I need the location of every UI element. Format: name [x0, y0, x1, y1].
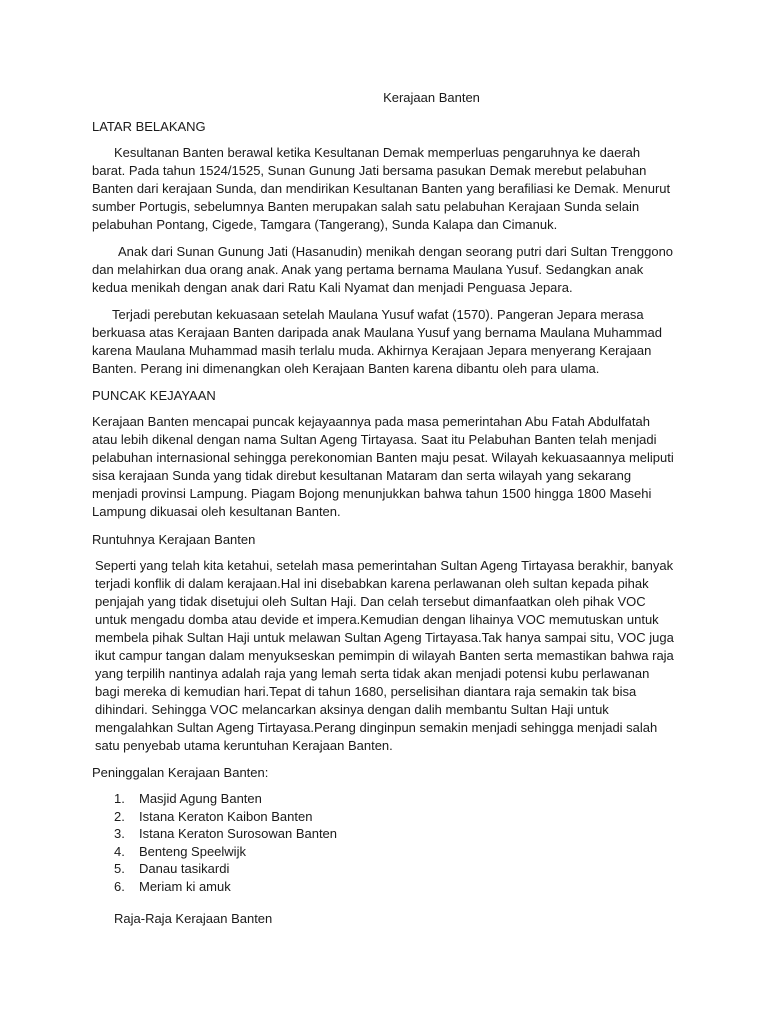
list-item — [114, 843, 676, 861]
paragraph-runtuhnya-1: Seperti yang telah kita ketahui, setelah masa pemerintahan Sultan Ageng Tirtayasa berakhir, banyak terjadi konflik di dalam kerajaan.Hal ini disebabkan karena perlawanan oleh sultan kepada pihak penjajah yang tidak disetujui oleh Sultan Haji. Dan celah tersebut dimanfaatkan oleh pihak VOC untuk mengadu domba atau devide et impera.Kemudian dengan lihainya VOC memutuskan untuk membela pihak Sultan Haji untuk melawan Sultan Ageng Tirtayasa.Tak hanya sampai situ, VOC juga ikut campur tangan dalam menyukseskan pemimpin di wilayah Banten serta memastikan bahwa raja yang terpilih nantinya adalah raja yang lemah serta tidak akan menjadi potensi kubu perlawanan bagi mereka di kemudian hari.Tepat di tahun 1680, perselisihan diantara raja semakin tak bisa dihindari. Sehingga VOC melancarkan aksinya dengan dalih membantu Sultan Haji untuk mengalahkan Sultan Ageng Tirtayasa.Perang dinginpun semakin menjadi sehingga menjadi salah satu penyebab utama keruntuhan Kerajaan Banten. — [95, 558, 674, 753]
peninggalan-list — [92, 790, 676, 896]
list-item-label: Benteng Speelwijk — [139, 843, 246, 859]
paragraph-latar-3: Terjadi perebutan kekuasaan setelah Maulana Yusuf wafat (1570). Pangeran Jepara merasa berkuasa atas Kerajaan Banten daripada anak Maulana Yusuf yang bernama Maulana Muhammad karena Maulana Muhammad masih terlalu muda. Akhirnya Kerajaan Jepara menyerang Kerajaan Banten. Perang ini dimenangkan oleh Kerajaan Banten karena dibantu oleh para ulama. — [92, 307, 662, 376]
heading-latar-belakang: LATAR BELAKANG — [92, 119, 206, 134]
list-item-number: 6. — [114, 878, 125, 894]
list-item — [114, 860, 676, 878]
list-item — [114, 825, 676, 843]
list-item-number: 3. — [114, 826, 125, 842]
list-item-number: 1. — [114, 791, 125, 806]
list-item — [114, 790, 676, 808]
list-item-label: Meriam ki amuk — [139, 878, 231, 894]
list-item-label: Danau tasikardi — [139, 861, 230, 877]
heading-raja-raja: Raja-Raja Kerajaan Banten — [114, 910, 273, 926]
list-item-label: Istana Keraton Kaibon Banten — [139, 808, 313, 824]
heading-runtuhnya: Runtuhnya Kerajaan Banten — [92, 532, 256, 547]
document-title: Kerajaan Banten — [383, 90, 480, 105]
list-item-number: 5. — [114, 861, 125, 877]
list-item — [114, 878, 676, 896]
heading-puncak-kejayaan: PUNCAK KEJAYAAN — [92, 388, 216, 403]
list-item-label: Istana Keraton Surosowan Banten — [139, 826, 338, 842]
list-item-number: 4. — [114, 843, 125, 859]
paragraph-latar-2: Anak dari Sunan Gunung Jati (Hasanudin) menikah dengan seorang putri dari Sultan Trenggono dan melahirkan dua orang anak. Anak yang pertama bernama Maulana Yusuf. Sedangkan anak kedua menikah dengan anak dari Ratu Kali Nyamat dan menjadi Penguasa Jepara. — [92, 244, 674, 295]
list-item — [114, 808, 676, 826]
paragraph-puncak-1: Kerajaan Banten mencapai puncak kejayaannya pada masa pemerintahan Abu Fatah Abdulfatah atau lebih dikenal dengan nama Sultan Ageng Tirtayasa. Saat itu Pelabuhan Banten telah menjadi pelabuhan internasional sehingga perekonomian Banten maju pesat. Wilayah kekuasaannya meliputi sisa kerajaan Sunda yang tidak direbut kesultanan Mataram dan serta wilayah yang sekarang menjadi provinsi Lampung. Piagam Bojong menunjukkan bahwa tahun 1500 hingga 1800 Masehi Lampung dikuasai oleh kesultanan Banten. — [92, 414, 674, 519]
list-item-label: Masjid Agung Banten — [139, 791, 262, 806]
heading-peninggalan: Peninggalan Kerajaan Banten: — [92, 765, 269, 780]
paragraph-latar-1: Kesultanan Banten berawal ketika Kesultanan Demak memperluas pengaruhnya ke daerah barat. Pada tahun 1524/1525, Sunan Gunung Jati bersama pasukan Demak merebut pelabuhan Banten dari kerajaan Sunda, dan mendirikan Kesultanan Banten yang berafiliasi ke Demak. Menurut sumber Portugis, sebelumnya Banten merupakan salah satu pelabuhan Kerajaan Sunda selain pelabuhan Pontang, Cigede, Tamgara (Tangerang), Sunda Kalapa dan Cimanuk. — [92, 145, 671, 232]
list-item-number: 2. — [114, 808, 125, 824]
